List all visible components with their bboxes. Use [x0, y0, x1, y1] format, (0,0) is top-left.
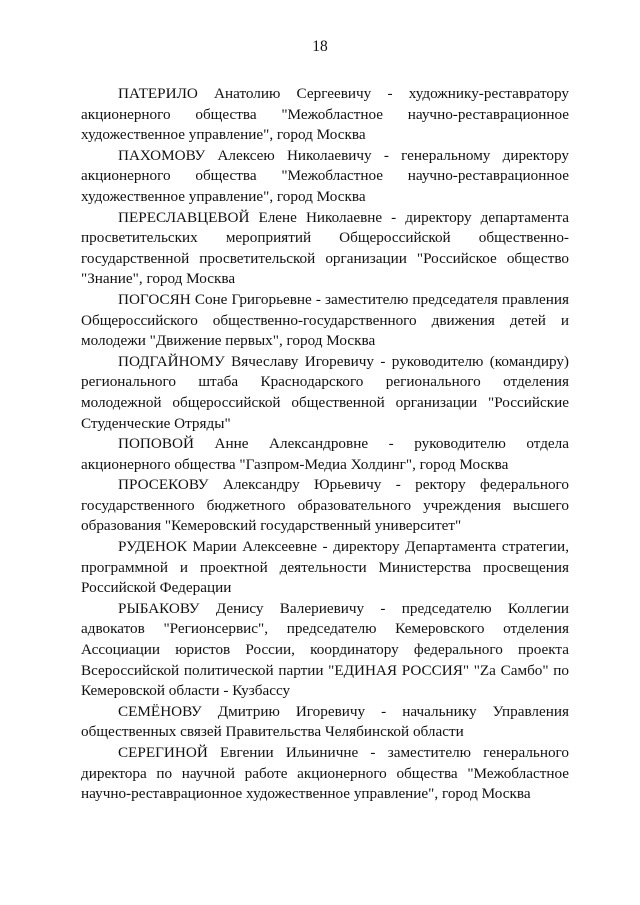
person-name: РЫБАКОВУ Денису Валериевичу — [118, 599, 365, 617]
list-item — [81, 146, 569, 208]
person-name: СЕМЁНОВУ Дмитрию Игоревичу — [118, 702, 366, 720]
person-position: - председателю Коллегии адвокатов "Регионсервис", председателю Кемеровского отделения Ассоциации юристов России, координатору федерального проекта Всероссийской политической партии "ЕДИНАЯ РОССИЯ" "Zа Самбо" по Кемеровской области - Кузбассу — [81, 599, 569, 700]
person-name: РУДЕНОК Марии Алексеевне — [118, 538, 317, 556]
list-item — [81, 84, 569, 146]
person-name: ПОДГАЙНОМУ Вячеславу Игоревичу — [118, 352, 374, 370]
page-number: 18 — [312, 38, 328, 55]
person-name: ПОПОВОЙ Анне Александровне — [118, 435, 369, 453]
person-name: ПОГОСЯН Соне Григорьевне — [118, 290, 312, 308]
person-position: - руководителю (командиру) регионального штаба Краснодарского регионального отделения молодежной общероссийской общественной организации "Российские Студенческие Отряды" — [81, 352, 569, 432]
list-item — [81, 743, 569, 805]
person-position: - директору департамента просветительских мероприятий Общероссийской общественно-государственной просветительской организации "Российское общество "Знание", город Москва — [81, 208, 570, 288]
person-name: СЕРЕГИНОЙ Евгении Ильиничне — [118, 744, 359, 761]
person-position: - художнику-реставратору акционерного общества "Межобластное научно-реставрационное художественное управление", город Москва — [81, 85, 569, 144]
person-position: - генеральному директору акционерного общества "Межобластное научно-реставрационное художественное управление", город Москва — [81, 146, 569, 205]
list-item — [81, 290, 569, 352]
person-position: - ректору федерального государственного бюджетного образовательного учреждения высшего образования "Кемеровский государственный университет" — [81, 476, 569, 535]
list-item — [81, 599, 569, 702]
person-position: - заместителю генерального директора по научной работе акционерного общества "Межобластное научно-реставрационное художественное управление", город Москва — [81, 744, 569, 803]
person-name: ПАТЕРИЛО Анатолию Сергеевичу — [118, 85, 372, 102]
person-position: - заместителю председателя правления Общероссийского общественно-государственного движения детей и молодежи "Движение первых", город Москва — [81, 290, 569, 350]
person-name: ПРОСЕКОВУ Александру Юрьевичу — [118, 476, 382, 494]
list-item — [81, 702, 569, 743]
list-item — [81, 352, 569, 434]
list-item — [81, 208, 569, 290]
list-item — [81, 537, 569, 599]
person-position: - руководителю отдела акционерного общества "Газпром-Медиа Холдинг", город Москва — [81, 435, 569, 473]
person-name: ПЕРЕСЛАВЦЕВОЙ Елене Николаевне — [118, 208, 383, 226]
award-list — [81, 84, 569, 805]
person-position: - начальнику Управления общественных связей Правительства Челябинской области — [81, 702, 569, 741]
list-item — [81, 434, 569, 475]
list-item — [81, 475, 569, 537]
person-name: ПАХОМОВУ Алексею Николаевичу — [118, 146, 372, 164]
person-position: - директору Департамента стратегии, программной и проектной деятельности Министерства просвещения Российской Федерации — [81, 538, 569, 597]
